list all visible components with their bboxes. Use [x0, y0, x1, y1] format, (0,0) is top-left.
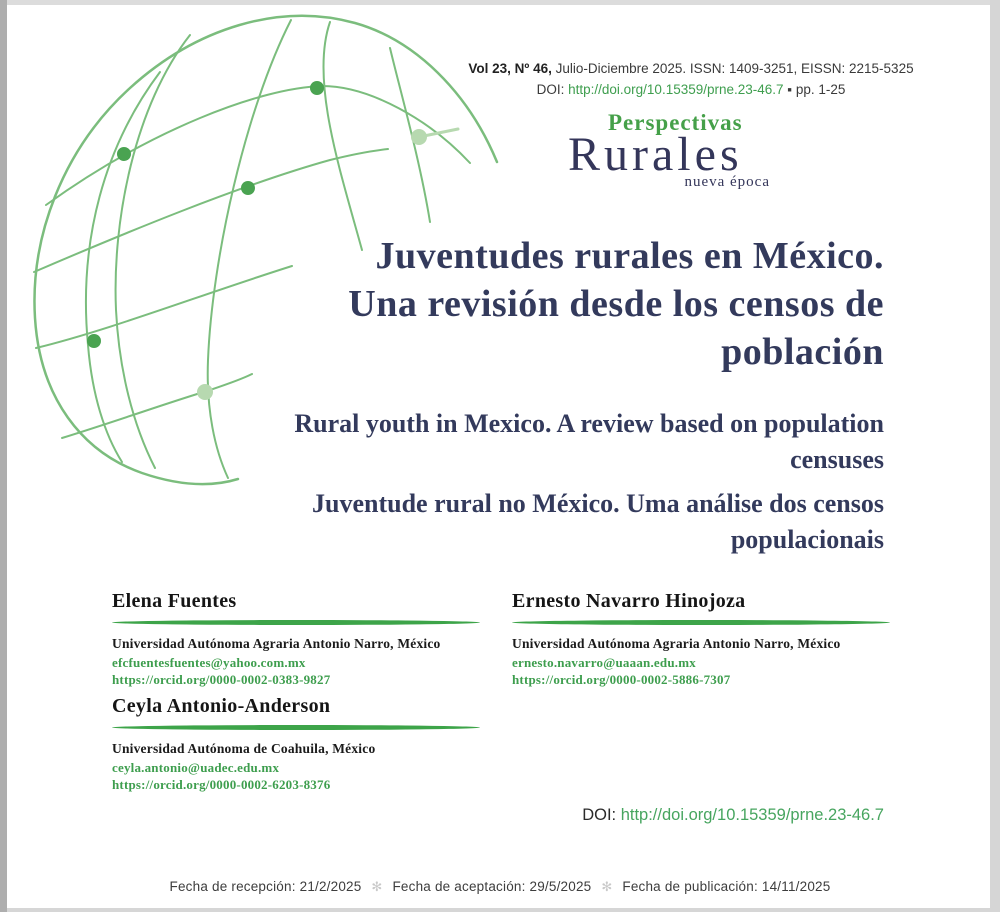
author-block-elena-fuentes	[112, 590, 480, 688]
reception-date-label: Fecha de recepción:	[169, 879, 300, 894]
journal-issue-info: Julio-Diciembre 2025. ISSN: 1409-3251, EISSN: 2215-5325	[551, 61, 914, 76]
author-orcid-link[interactable]: https://orcid.org/0000-0002-0383-9827	[112, 671, 331, 687]
author-email-link[interactable]: ernesto.navarro@uaaan.edu.mx	[512, 655, 696, 670]
author-email-link[interactable]: efcfuentesfuentes@yahoo.com.mx	[112, 655, 306, 670]
article-doi-line	[400, 806, 884, 825]
journal-logo	[568, 110, 796, 191]
author-name: Ernesto Navarro Hinojoza	[512, 590, 746, 612]
author-affiliation: Universidad Autónoma de Coahuila, México	[112, 741, 376, 756]
author-divider	[112, 620, 480, 625]
page-edge-left	[0, 0, 7, 912]
subtitle-line: censuses	[790, 445, 884, 474]
title-line: población	[721, 331, 884, 373]
author-divider	[512, 620, 890, 625]
acceptance-date-label: Fecha de aceptación:	[392, 879, 530, 894]
logo-perspectivas-text: Perspectivas	[608, 110, 743, 135]
author-affiliation: Universidad Autónoma Agraria Antonio Narro, México	[112, 636, 441, 651]
subtitle-line: populacionais	[730, 525, 884, 554]
author-orcid-link[interactable]: https://orcid.org/0000-0002-5886-7307	[512, 671, 731, 687]
journal-volume-line	[408, 58, 974, 79]
pages-range: ▪ pp. 1-25	[783, 82, 846, 97]
title-line: Una revisión desde los censos de	[348, 283, 884, 325]
logo-nueva-epoca-text: nueva época	[684, 174, 770, 190]
article-title-en	[140, 406, 884, 478]
author-email-link[interactable]: ceyla.antonio@uadec.edu.mx	[112, 760, 280, 775]
doi-label: DOI:	[536, 82, 569, 97]
reception-date: 21/2/2025	[299, 879, 362, 894]
author-affiliation: Universidad Autónoma Agraria Antonio Narro, México	[512, 636, 841, 651]
subtitle-line: Juventude rural no México. Uma análise dos censos	[312, 489, 884, 518]
acceptance-date: 29/5/2025	[529, 879, 592, 894]
article-doi-link[interactable]: http://doi.org/10.15359/prne.23-46.7	[620, 806, 884, 824]
journal-header-info	[408, 58, 974, 100]
subtitle-line: Rural youth in Mexico. A review based on population	[294, 409, 884, 438]
header-doi-link[interactable]: http://doi.org/10.15359/prne.23-46.7	[568, 82, 784, 97]
logo-rurales-text: Rurales	[568, 128, 743, 181]
dates-footer	[0, 879, 1000, 895]
author-name: Elena Fuentes	[112, 590, 237, 612]
author-name: Ceyla Antonio-Anderson	[112, 695, 331, 717]
author-block-ceyla-antonio	[112, 695, 480, 793]
doi-label: DOI:	[582, 806, 621, 824]
author-block-ernesto-navarro	[512, 590, 890, 688]
publication-date: 14/11/2025	[761, 879, 831, 894]
author-orcid-link[interactable]: https://orcid.org/0000-0002-6203-8376	[112, 776, 331, 792]
ornament-icon: ✻	[371, 879, 383, 894]
article-title-es	[140, 232, 884, 376]
journal-doi-line	[408, 79, 974, 100]
page-edge-top	[7, 0, 1000, 5]
journal-volume: Vol 23, Nº 46,	[468, 61, 552, 76]
page-edge-bottom	[7, 908, 990, 912]
title-line: Juventudes rurales en México.	[375, 235, 884, 277]
ornament-icon: ✻	[601, 879, 613, 894]
author-divider	[112, 725, 480, 730]
page-edge-right	[990, 0, 1000, 912]
publication-date-label: Fecha de publicación:	[622, 879, 762, 894]
article-title-pt	[140, 486, 884, 558]
